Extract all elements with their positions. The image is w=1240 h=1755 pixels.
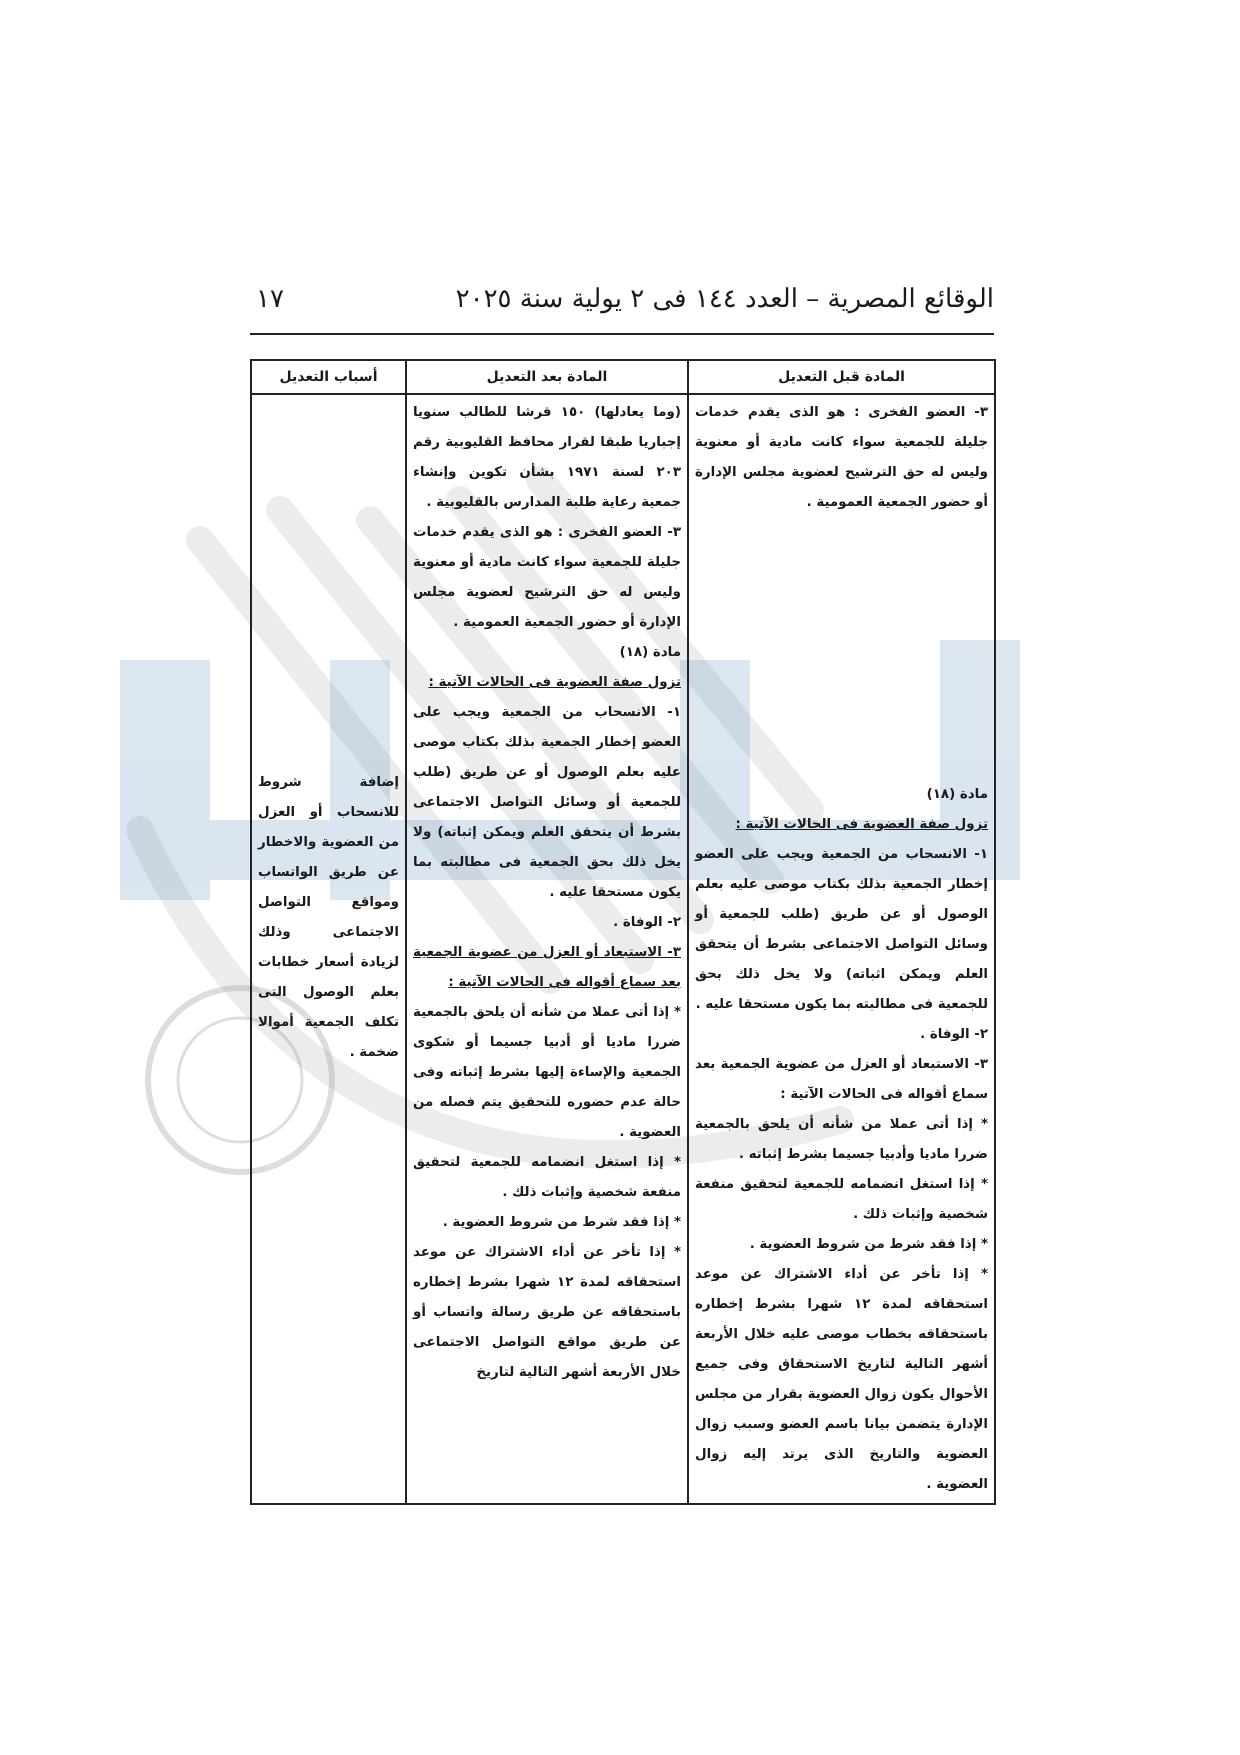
after-honorary-member: ٣- العضو الفخرى : هو الذى يقدم خدمات جليلة للجمعية سواء كانت مادية أو معنوية وليس له حق الترشيح لعضوية مجلس الإدارة أو حضور الجمعية العمومية . xyxy=(413,525,681,630)
header-before: المادة قبل التعديل xyxy=(688,360,995,394)
after-harm: * إذا أتى عملا من شأنه أن يلحق بالجمعية ضررا ماديا أو أدبيا جسيما أو شكوى الجمعية والإساءة إليها بشرط إثباته وفى حالة عدم حضوره للتحقيق يتم فصله من العضوية . xyxy=(413,1005,681,1140)
before-intro: تزول صفة العضوية فى الحالات الآتية : xyxy=(735,817,988,832)
cell-after xyxy=(406,394,688,1504)
before-exclusion: ٣- الاستبعاد أو العزل من عضوية الجمعية بعد سماع أقواله فى الحالات الآتية : xyxy=(695,1057,988,1102)
cell-before xyxy=(688,394,995,1504)
reason-text: إضافة شروط للانسحاب أو العزل من العضوية والاخطار عن طريق الواتساب ومواقع التواصل الاجتماعى وذلك لزيادة أسعار خطابات بعلم الوصول التى تكلف الجمعية أموالا ضخمة . xyxy=(258,775,399,1060)
table-row xyxy=(251,394,995,1504)
gazette-title: الوقائع المصرية – العدد ١٤٤ فى ٢ يولية سنة ٢٠٢٥ xyxy=(455,284,994,314)
before-death: ٢- الوفاة . xyxy=(920,1027,988,1042)
after-exclusion: ٣- الاستبعاد أو العزل من عضوية الجمعية بعد سماع أقواله فى الحالات الآتية : xyxy=(413,945,681,990)
cell-reasons xyxy=(251,394,406,1504)
page-header xyxy=(250,284,994,334)
after-withdrawal: ١- الانسحاب من الجمعية ويجب على العضو إخطار الجمعية بذلك بكتاب موصى عليه بعلم الوصول أو عن طريق (طلب للجمعية أو وسائل التواصل الاجتماعى بشرط أن يتحقق العلم ويمكن إثباته) ولا يخل ذلك بحق الجمعية فى مطالبته بما يكون مستحقا عليه . xyxy=(413,705,681,900)
after-intro: تزول صفة العضوية فى الحالات الآتية : xyxy=(428,675,681,690)
table-header-row xyxy=(251,360,995,394)
header-divider xyxy=(250,333,994,335)
before-honorary-member: ٣- العضو الفخرى : هو الذى يقدم خدمات جليلة للجمعية سواء كانت مادية أو معنوية وليس له حق الترشيح لعضوية مجلس الإدارة أو حضور الجمعية العمومية . xyxy=(695,405,988,510)
after-article-heading: مادة (١٨) xyxy=(619,645,681,660)
after-student-fee: (وما يعادلها) ١٥٠ قرشا للطالب سنويا إجباريا طبقا لقرار محافظ القليوبية رقم ٢٠٣ لسنة ١٩٧١ بشأن تكوين وإنشاء جمعية رعاية طلبة المدارس بالقليوبية . xyxy=(413,405,681,510)
before-exploitation: * إذا استغل انضمامه للجمعية لتحقيق منفعة شخصية وإثبات ذلك . xyxy=(695,1177,988,1222)
before-withdrawal: ١- الانسحاب من الجمعية ويجب على العضو إخطار الجمعية بذلك بكتاب موصى عليه بعلم الوصول أو عن طريق (طلب للجمعية أو وسائل التواصل الاجتماعى بشرط أن يتحقق العلم ويمكن اثباته) ولا يخل ذلك بحق للجمعية فى مطالبته بما يكون مستحقا عليه . xyxy=(695,847,988,1012)
before-lost-condition: * إذا فقد شرط من شروط العضوية . xyxy=(749,1237,988,1252)
after-lost-condition: * إذا فقد شرط من شروط العضوية . xyxy=(442,1215,681,1230)
before-article-heading: مادة (١٨) xyxy=(926,787,988,802)
after-late-fees: * إذا تأخر عن أداء الاشتراك عن موعد استحقاقه لمدة ١٢ شهرا بشرط إخطاره باستحقاقه عن طريق رسالة واتساب أو عن طريق مواقع التواصل الاجتماعى خلال الأربعة أشهر التالية لتاريخ xyxy=(413,1245,682,1380)
after-death: ٢- الوفاة . xyxy=(613,915,681,930)
before-harm: * إذا أتى عملا من شأنه أن يلحق بالجمعية ضررا ماديا وأدبيا جسيما بشرط إثباته . xyxy=(695,1117,988,1162)
before-late-fees: * إذا تأخر عن أداء الاشتراك عن موعد استحقاقه لمدة ١٢ شهرا بشرط إخطاره باستحقاقه بخطاب موصى عليه خلال الأربعة أشهر التالية لتاريخ الاستحقاق وفى جميع الأحوال يكون زوال العضوية بقرار من مجلس الإدارة يتضمن بيانا باسم العضو وسبب زوال العضوية والتاريخ الذى يرتد إليه زوال العضوية . xyxy=(695,1267,989,1492)
after-exploitation: * إذا استغل انضمامه للجمعية لتحقيق منفعة شخصية وإثبات ذلك . xyxy=(413,1155,681,1200)
header-reasons: أسباب التعديل xyxy=(251,360,406,394)
amendment-table xyxy=(250,359,996,1505)
page-number: ١٧ xyxy=(256,284,284,314)
header-after: المادة بعد التعديل xyxy=(406,360,688,394)
